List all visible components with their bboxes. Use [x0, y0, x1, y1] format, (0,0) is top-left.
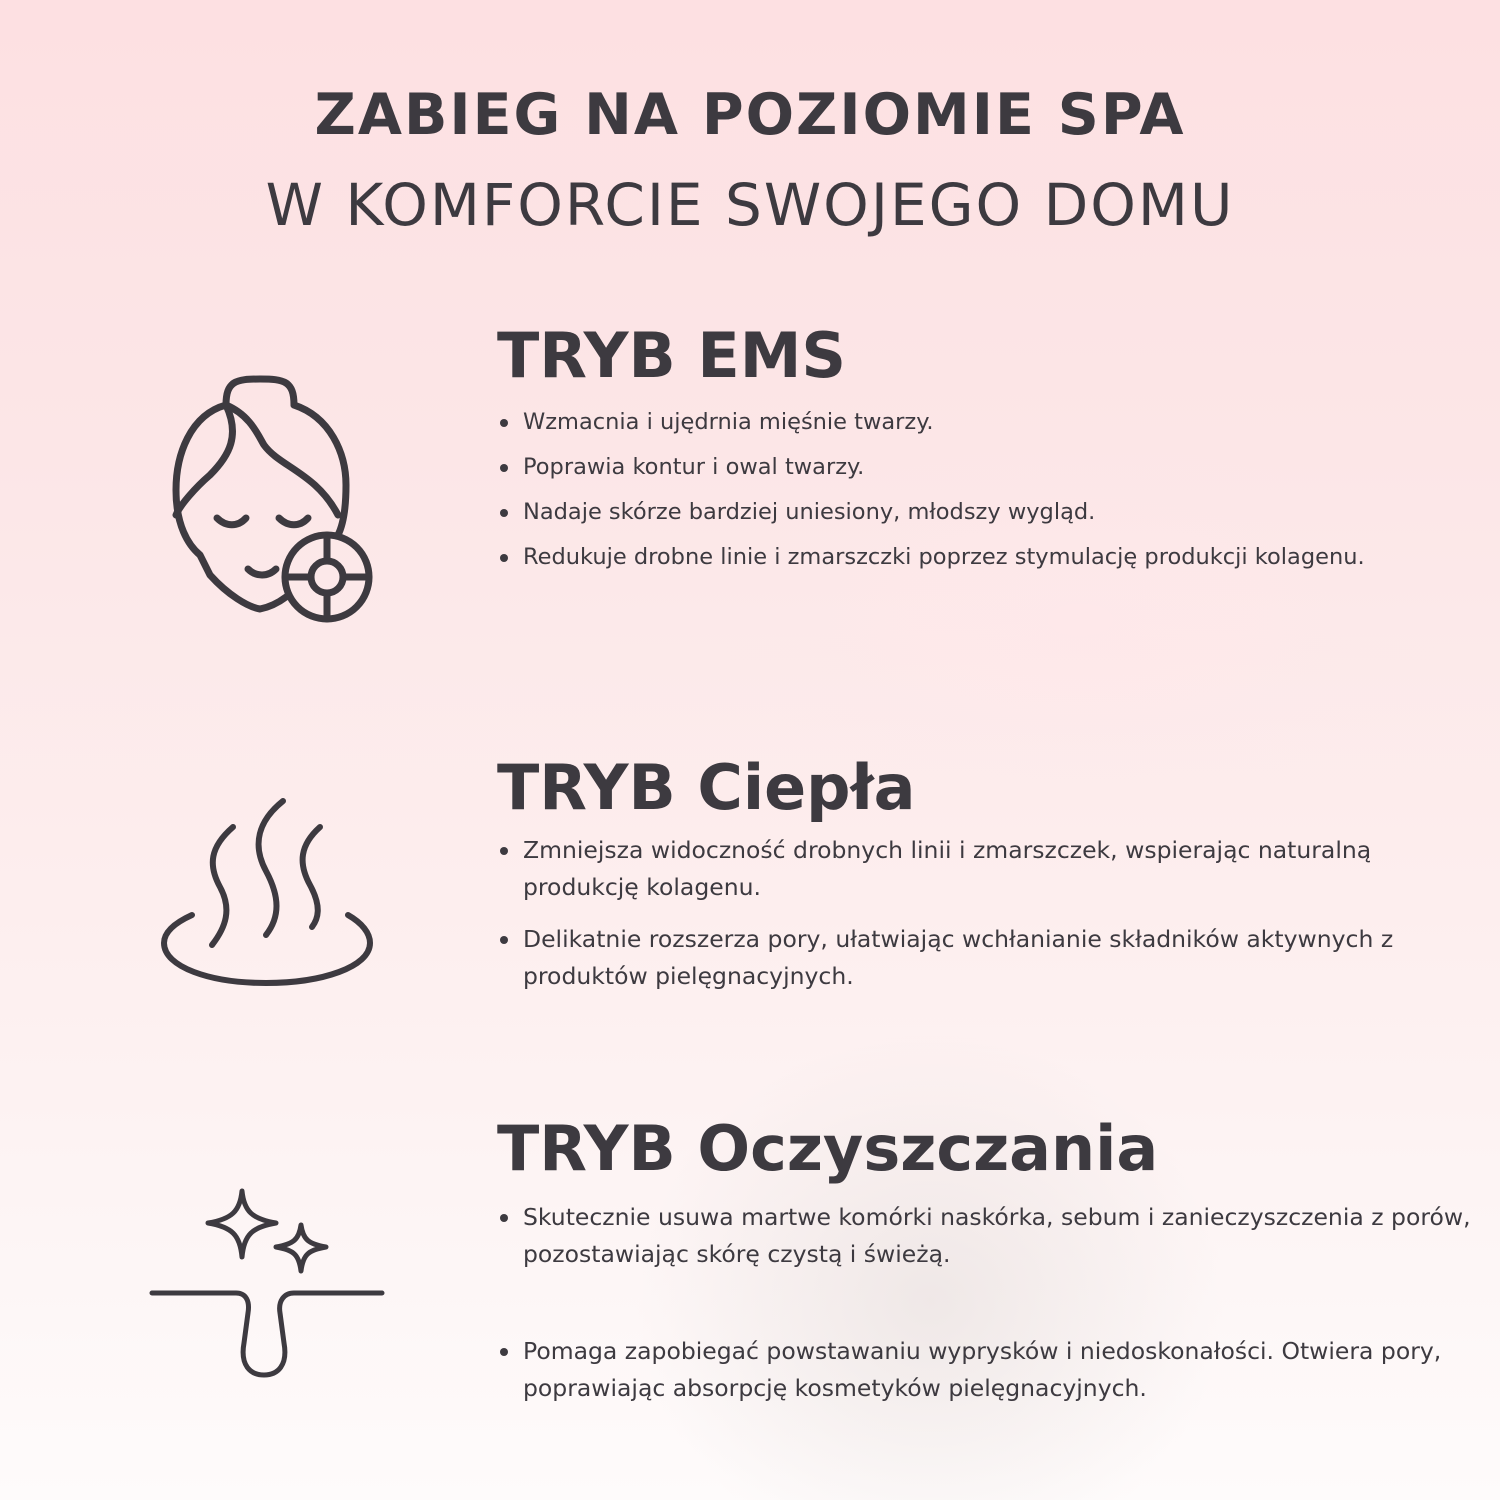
list-item: Wzmacnia i ujędrnia mięśnie twarzy. [497, 404, 1487, 441]
headline: ZABIEG NA POZIOMIE SPA [314, 82, 1186, 148]
section-title: TRYB EMS [497, 319, 847, 392]
section-heat-content [497, 752, 1487, 1010]
clean-pore-icon [140, 1185, 400, 1385]
steam-icon [140, 797, 400, 997]
header [0, 80, 1500, 240]
section-cleaning-content [497, 1113, 1487, 1407]
section-title: TRYB Oczyszczania [497, 1112, 1159, 1185]
list-item: Zmniejsza widoczność drobnych linii i zmarszczek, wspierając naturalną produkcję kolagenu. [497, 832, 1487, 906]
face-massage-icon [140, 375, 400, 625]
list-item: Poprawia kontur i owal twarzy. [497, 449, 1487, 486]
list-item: Redukuje drobne linie i zmarszczki poprzez stymulację produkcji kolagenu. [497, 539, 1487, 576]
bullet-list [497, 404, 1487, 576]
section-ems-content [497, 320, 1487, 584]
section-title: TRYB Ciepła [497, 751, 916, 824]
list-item: Pomaga zapobiegać powstawaniu wyprysków i niedoskonałości. Otwiera pory, poprawiając absorpcję kosmetyków pielęgnacyjnych. [497, 1333, 1487, 1407]
list-item: Nadaje skórze bardziej uniesiony, młodszy wygląd. [497, 494, 1487, 531]
list-item: Skutecznie usuwa martwe komórki naskórka, sebum i zanieczyszczenia z porów, pozostawiając skórę czystą i świeżą. [497, 1199, 1487, 1273]
bullet-list [497, 1199, 1487, 1407]
subheadline: W KOMFORCIE SWOJEGO DOMU [265, 171, 1235, 239]
list-item: Delikatnie rozszerza pory, ułatwiając wchłanianie składników aktywnych z produktów pielęgnacyjnych. [497, 921, 1487, 995]
bullet-list [497, 832, 1487, 995]
